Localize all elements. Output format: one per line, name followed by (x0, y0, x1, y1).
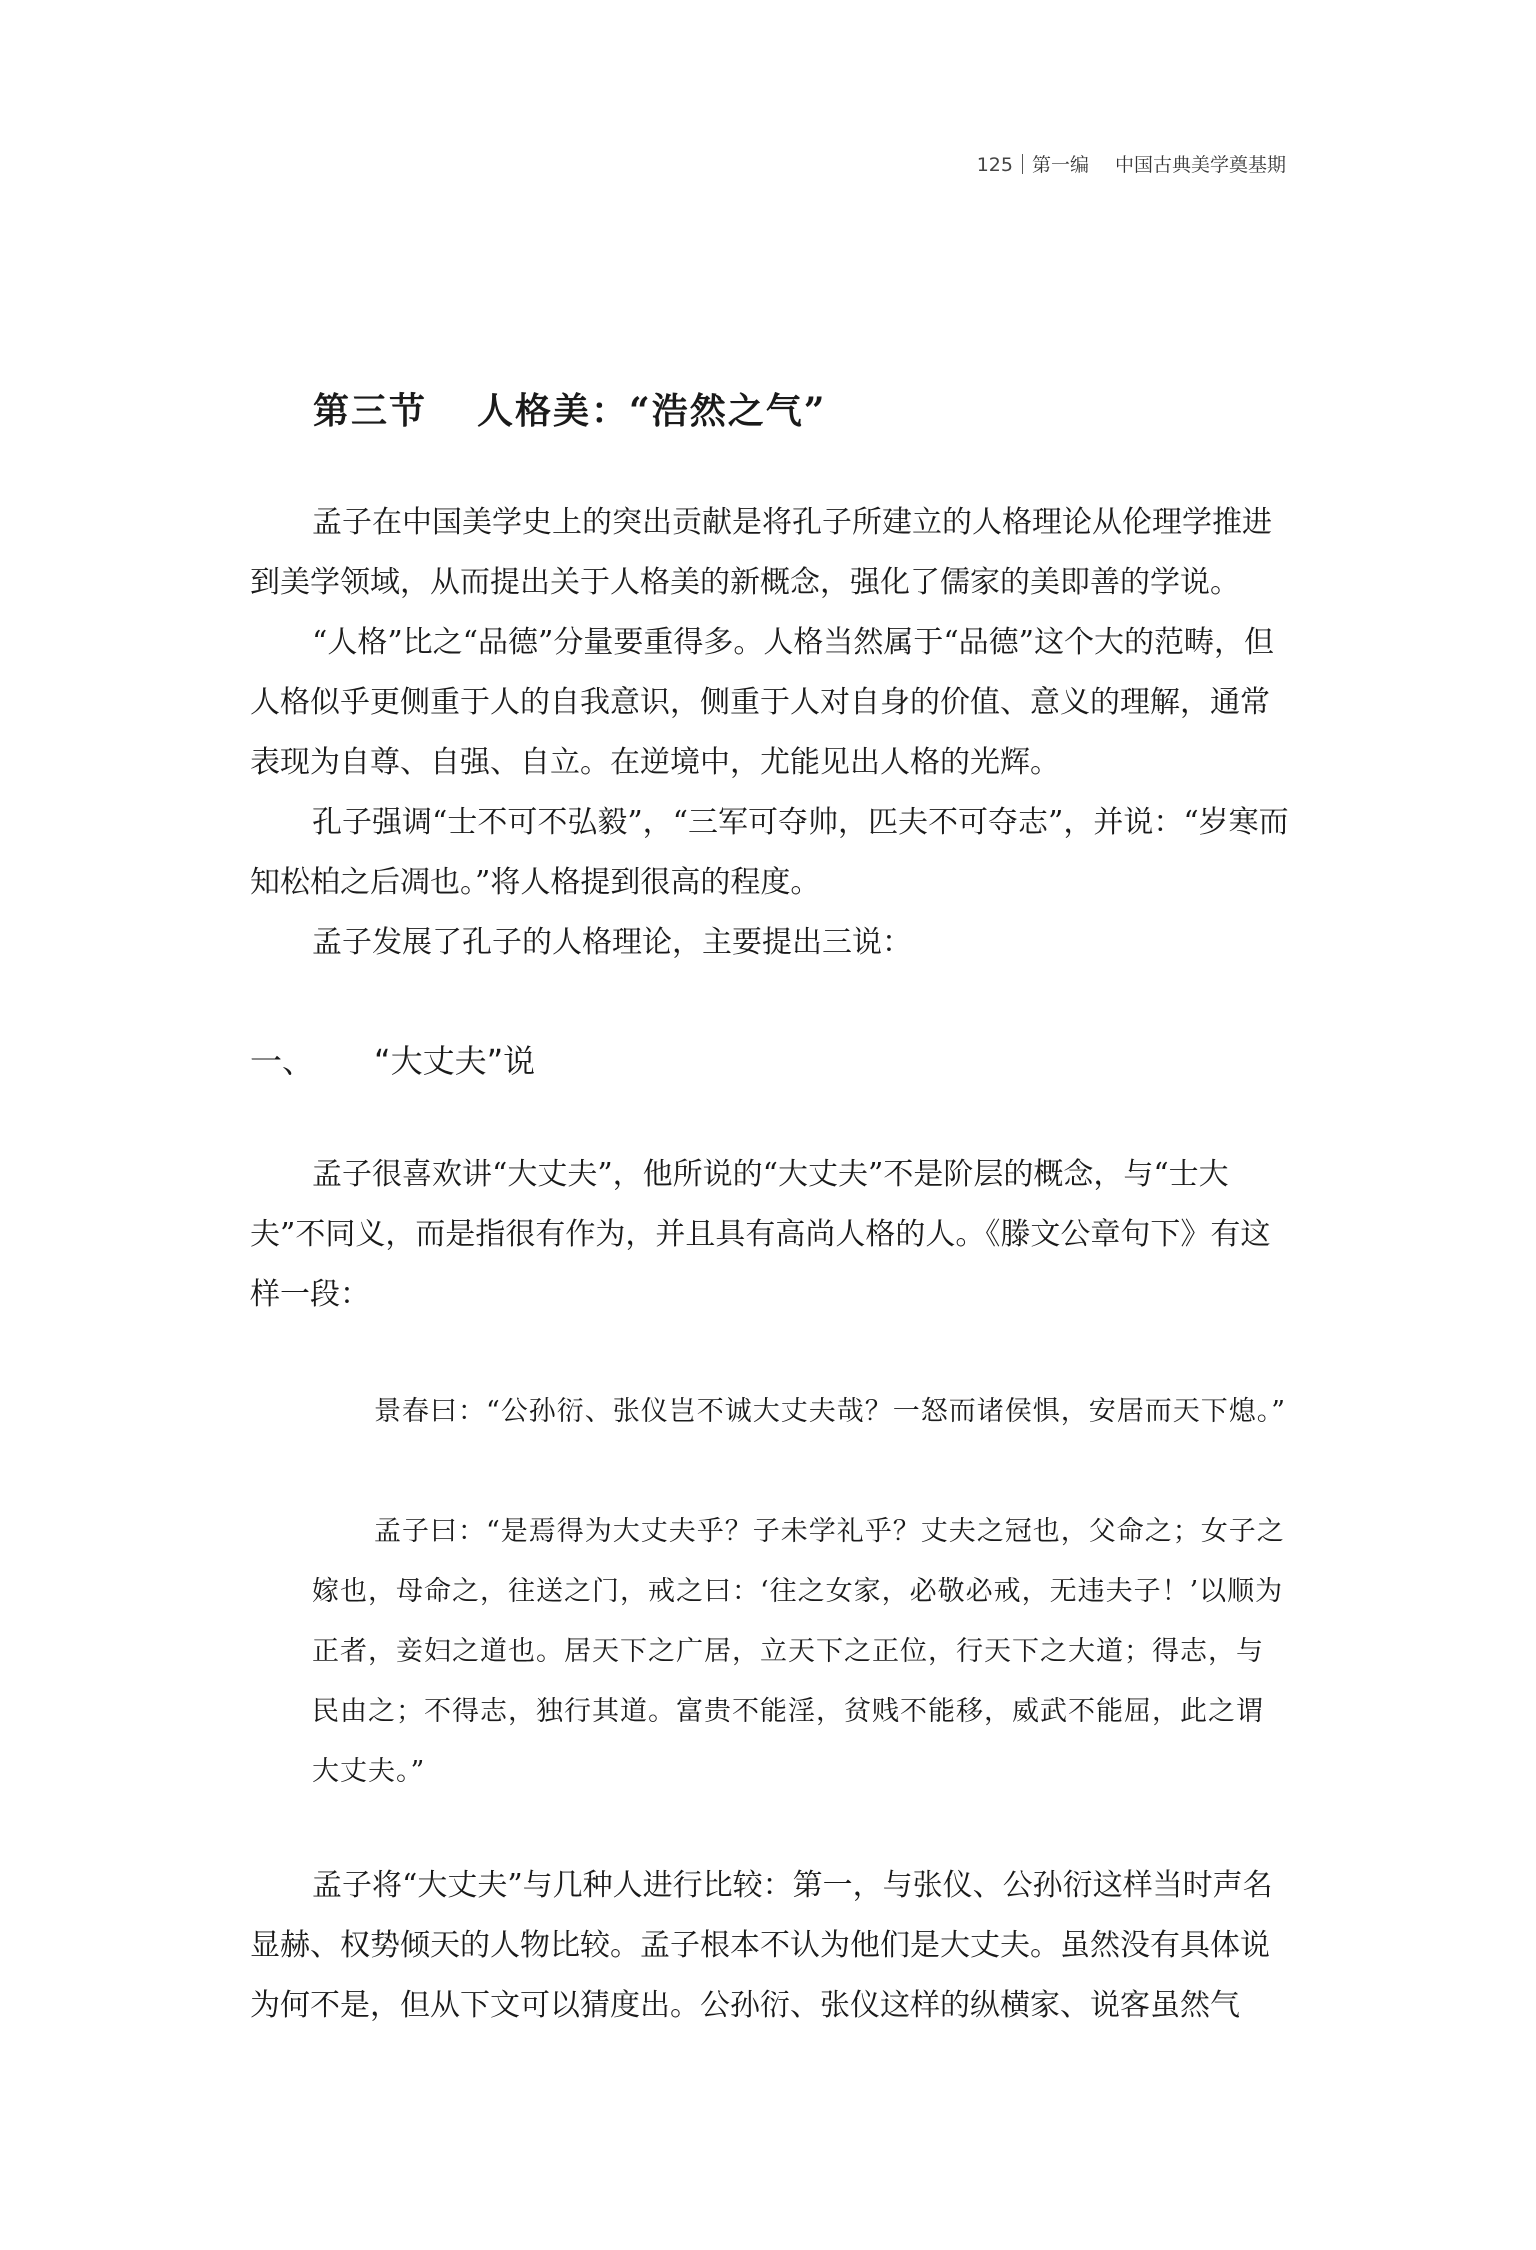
running-header (977, 150, 1286, 177)
header-part-title: 中国古典美学奠基期 (1114, 154, 1286, 176)
subsection-heading (250, 1036, 535, 1082)
paragraph-1: 孟子在中国美学史上的突出贡献是将孔子所建立的人格理论从伦理学推进到美学领域，从而提出关于人格美的新概念，强化了儒家的美即善的学说。 (250, 505, 1272, 600)
section-heading: 人格美：“浩然之气” (477, 390, 827, 432)
block-quote-1: 景春曰：“公孙衍、张仪岂不诚大丈夫哉？一怒而诸侯惧，安居而天下熄。” (374, 1396, 1287, 1427)
subsection-title: “大丈夫”说 (374, 1042, 536, 1080)
block-quote-2: 孟子曰：“是焉得为大丈夫乎？子未学礼乎？丈夫之冠也，父命之；女子之嫁也，母命之，往送之门，戒之曰：‘往之女家，必敬必戒，无违夫子！’以顺为正者，妾妇之道也。居天下之广居，立天下之正位，行天下之大道；得志，与民由之；不得志，独行其道。富贵不能淫，贫贱不能移，威武不能屈，此之谓大丈夫。” (312, 1516, 1285, 1787)
subsection-number: 一、 (250, 1042, 315, 1080)
paragraph-6: 孟子将“大丈夫”与几种人进行比较：第一，与张仪、公孙衍这样当时声名显赫、权势倾天的人物比较。孟子根本不认为他们是大丈夫。虽然没有具体说为何不是，但从下文可以猜度出。公孙衍、张仪这样的纵横家、说客虽然气 (250, 1868, 1273, 2023)
paragraph-2: “人格”比之“品德”分量要重得多。人格当然属于“品德”这个大的范畴，但人格似乎更侧重于人的自我意识，侧重于人对自身的价值、意义的理解，通常表现为自尊、自强、自立。在逆境中，尤能见出人格的光辉。 (250, 625, 1275, 780)
paragraph-4: 孟子发展了孔子的人格理论，主要提出三说： (312, 925, 912, 960)
header-divider (1022, 154, 1023, 174)
header-part: 第一编 (1031, 154, 1089, 176)
paragraph-5: 孟子很喜欢讲“大丈夫”，他所说的“大丈夫”不是阶层的概念，与“士大夫”不同义，而是指很有作为，并且具有高尚人格的人。《滕文公章句下》有这样一段： (250, 1157, 1271, 1312)
page-number: 125 (976, 154, 1013, 176)
paragraph-3: 孔子强调“士不可不弘毅”，“三军可夺帅，匹夫不可夺志”，并说：“岁寒而知松柏之后凋也。”将人格提到很高的程度。 (250, 805, 1289, 900)
section-title (313, 383, 826, 434)
section-label: 第三节 (313, 390, 428, 432)
